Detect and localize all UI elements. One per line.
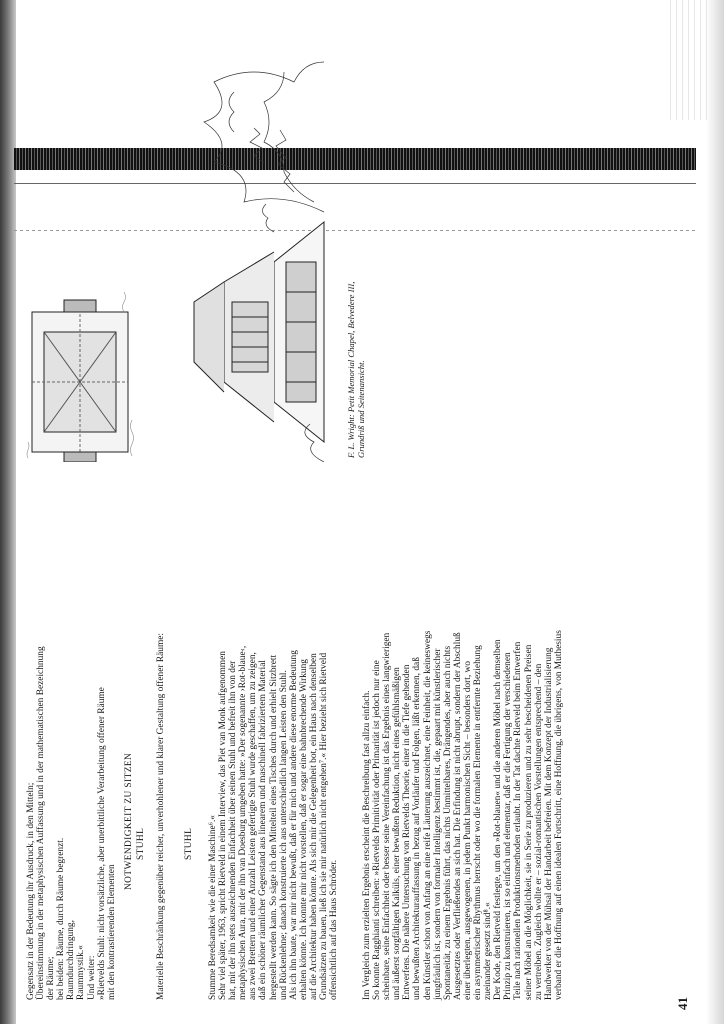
text-line: Als ich ihn baute, war mir nicht bewußt, daß er für mich und andere diese enorme Bedeutung: [288, 650, 299, 1000]
text-line: auf die Architektur haben könnte. Als sich mir die Gelegenheit bot, ein Haus nach denselben: [308, 653, 319, 1000]
text-line: Gegensatz in der Bedeutung ihr Ausdruck, in den Mitteln;: [26, 782, 36, 1000]
text-line: zueinander gesetzt sind⁸.«: [483, 902, 494, 1000]
text-line: hergestellt werden kann. So sägte ich den Mittelteil eines Tisches durch und erhielt Sitzbrett: [268, 654, 279, 1000]
text-line: offensichtlich auf das Haus Schröder.: [329, 859, 340, 1000]
figure-caption: [346, 38, 366, 458]
text-line: und Rückenlehne; danach konstruierte ich aus unterschiedlich langen Leisten den Stuhl.: [278, 670, 289, 1000]
text-line: Entwerfens. Die nähere Untersuchung von Rietvelds Theorie, einer in die Tiefe gehenden: [402, 664, 413, 1000]
text-line: Stumme Beredsamkeit wie die einer Maschine⁶.«: [208, 815, 218, 1000]
text-line: jungfräulich ist, sondern von formaler Intelligenz bestimmt ist, die, gepaart mit künstlerischer: [432, 648, 443, 1000]
chapel-drawing: [24, 30, 334, 462]
text-line: zu vertreiben. Zugleich wollte er – sozial-romantischen Vorstellungen entsprechend – den: [533, 663, 544, 1000]
quote-block-2: [156, 480, 166, 1000]
section-subheading: STUHL: [136, 827, 146, 860]
text-line: Übereinstimmung in der metaphysischen Auffassung und in der mathematischen Bezeichnung: [36, 646, 47, 1000]
rotated-page: [18, 10, 694, 1010]
text-line: Der Kode, den Rietveld festlegte, um den »Rot-blauen« und die anderen Möbel nach demselben: [493, 639, 504, 1000]
scan-right-edge: [706, 0, 724, 1024]
architecture-figure: [24, 30, 366, 462]
text-line: und bewußten Architekturauffassung in bezug auf Vorläufer und Folgen, läßt erkennen, daß: [412, 657, 423, 1000]
paragraph-ragghianti: [362, 460, 564, 1000]
text-line: und äußerst sorgfältigen Kalküls, einer bewußten Reduktion, nicht eines gefühlsmäßigen: [392, 667, 403, 1000]
quote-block-1: [26, 480, 117, 1000]
text-line: Grundsätzen zu bauen, ließ ich sie mir natürlich nicht entgehen⁷.« Hier bezieht sich Rietveld: [319, 652, 330, 1000]
text-line: einer überlegten, ausgewogenen, in jedem Punkt harmonischen Sicht – besonders dort, wo: [462, 661, 473, 1000]
text-line: Prinzip zu konstruieren, ist so einfach und elementar, daß er die Fertigung der verschiedenen: [503, 652, 514, 1000]
caption-line: F. L. Wright: Petit Memorial Chapel, Belvedere III,: [346, 281, 356, 458]
text-line: »Rietvelds Stuhl: nicht vorsätzliche, aber unerbittliche Verarbeitung offener Räume: [96, 687, 107, 1000]
text-line: Raummystik.«: [76, 945, 87, 1000]
text-line: Materielle Beschränkung gegenüber reicher, unverhohlener und klarer Gestaltung offener Räume:: [156, 632, 166, 1000]
text-line: ein asymmetrischer Rhythmus herrscht oder wo die formalen Elemente in entfernte Beziehung: [473, 645, 484, 1000]
text-line: erhalten könnte. Ich konnte mir nicht vorstellen, daß er sogar eine bahnbrechende Wirkung: [298, 659, 309, 1000]
text-line: Teile nach rationellen Produktionsmethoden erlaubt. In der Tat dachte Rietveld beim Entwerfen: [513, 641, 524, 1000]
text-line: mit den kontrastierenden Elementen: [106, 864, 117, 1000]
text-line: daß ein schöner räumlicher Gegenstand aus linearem und maschinell fabriziertem Material: [258, 660, 269, 1000]
text-line: hat, mit der ihn stets auszeichnenden Einfachheit über seinen Stuhl und befreit ihn von der: [228, 660, 239, 1000]
text-line: der Räume;: [46, 956, 57, 1000]
caption-line: Grundriß und Seitenansicht.: [356, 360, 366, 458]
page-number: 41: [675, 997, 690, 1010]
text-line: Raumdurchdringung,: [66, 920, 77, 1000]
text-line: So konnte Ragghianti schreiben: »Rietvelds Primitivität oder Primarität ist jedoch nur eine: [372, 660, 383, 1000]
text-line: Spontaneität, zu einem Ergebnis führt, das nichts Unmittelbares, Drängendes, aber auch nichts: [442, 645, 453, 1000]
text-line: bei beiden: Räume, durch Räume begrenzt.: [56, 837, 67, 1000]
section-heading: NOTWENDIGKEIT ZU SITZEN: [124, 752, 134, 890]
section-subheading-2: STUHL: [184, 827, 194, 860]
text-column: [18, 450, 694, 1010]
paragraph-interview: [208, 460, 339, 1000]
elevation-view: [194, 222, 324, 442]
floor-plan: [27, 292, 134, 462]
text-line: metaphysischen Aura, mit der ihn van Doesburg umgeben hatte: »Der sogenannte ›Rot-blaue‹,: [238, 645, 249, 1000]
text-line: Handwerker von der Mühsal der Handarbeit befreien. Mit dem Konzept der Industrialisierung: [543, 647, 554, 1000]
text-line: Sehr viel später, 1963, spricht Rietveld in einem Interview, das Piet van Monk aufgenommen: [218, 651, 229, 1000]
text-line: scheinbare, seine Einfachheit oder besser seine Vereinfachung ist das Ergebnis eines langwierigen: [382, 632, 393, 1000]
text-line: den Künstler schon von Anfang an eine reife Läuterung auszeichnet, eine Feinheit, die keineswegs: [422, 630, 433, 1000]
text-line: Und weiter:: [86, 955, 97, 1000]
text-line: seiner Möbel an die Möglichkeit, sie in Serie zu produzieren und zu sehr bescheidenen Preisen: [523, 644, 534, 1000]
text-line: Im Vergleich zum erzielten Ergebnis erscheint die Beschreibung fast allzu einfach.: [362, 690, 372, 1000]
text-line: aus zwei Brettern und einer Anzahl Leisten gefertigte Stuhl wurde geschaffen, um zu zeigen,: [248, 652, 259, 1000]
text-line: verband er die Hoffnung auf einen idealen Fortschritt, eine Hoffnung, die übrigens, von Muthesius: [553, 630, 564, 1000]
text-line: Ausgesetztes oder Verfließendes an sich hat. Die Erfindung ist nicht abrupt, sondern der Abschluß: [452, 632, 463, 1000]
